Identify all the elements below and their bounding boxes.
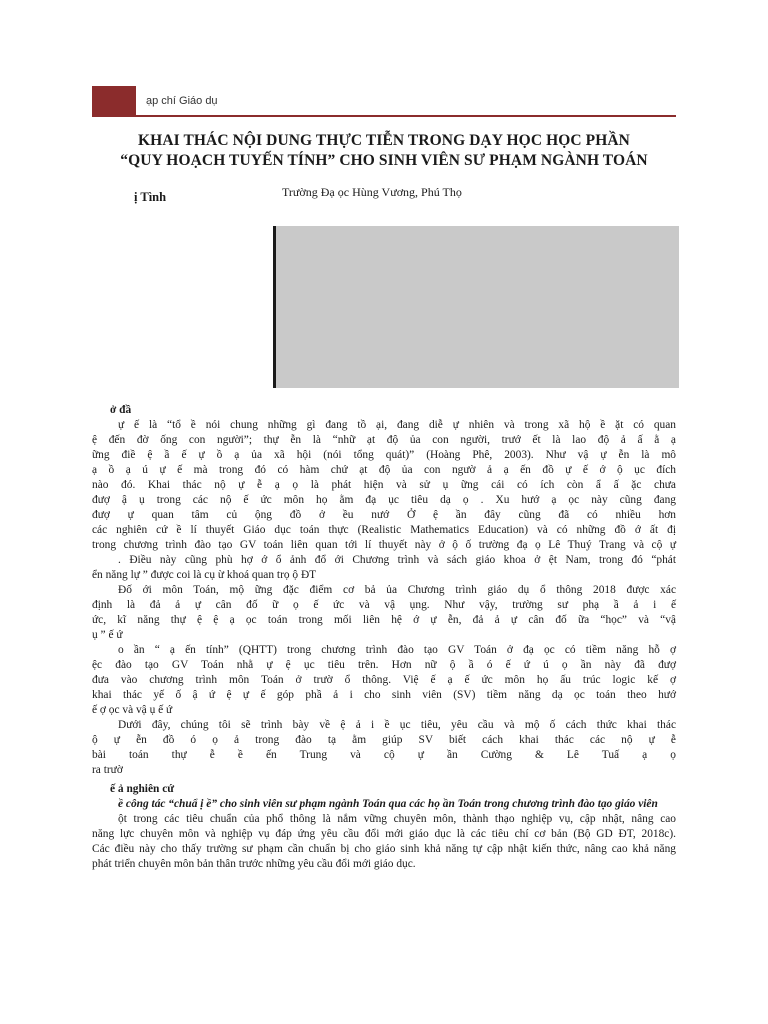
section-heading-method: ế ả nghiên cứ xyxy=(110,783,175,795)
subsection-heading: ề công tác “chuẩ ị ề” cho sinh viên sư phạm ngành Toán qua các họ ần Toán trong chương trình đào tạo giáo viên xyxy=(118,798,658,810)
paragraph-line: ụ ” ế ứ xyxy=(92,629,123,641)
paragraph-line: ệc đào tạo GV Toán nhằ ự ệ ục tiêu trên. Hơn nữ ộ ầ ó ế ứ ú ọ ần này đã đượ xyxy=(92,659,676,671)
paragraph-line: ạ ồ ạ ú ự ế mà trong đó có hàm chứ ạt độ ủa con ngườ ả ạ ến đồ ự ế ớ ộ ục đích xyxy=(92,464,676,476)
paragraph-line: ững điề ệ ầ ế ự ồ ạ ủa xã hội (nói tổng quát)” (Hoàng Phê, 2003). Như vậ ự ễn là mô xyxy=(92,449,676,461)
paragraph-line: Dưới đây, chúng tôi sẽ trình bày về ệ ả i ề ục tiêu, yêu cầu và mộ ố cách thức khai thác xyxy=(118,719,676,731)
title-line-2: “QUY HOẠCH TUYẾN TÍNH” CHO SINH VIÊN SƯ PHẠM NGÀNH TOÁN xyxy=(120,152,648,169)
article-title xyxy=(92,131,676,171)
paragraph-line: khai thác yế ố ậ ứ ệ ự ế góp phầ ả i cho sinh viên (SV) tiềm năng dạ ọc toán theo hướ xyxy=(92,689,676,701)
paragraph-line: đượ ậ ụ trong các nộ ế ức môn họ ằm đạ ục tiêu dạ ọ . Xu hướ ạ ọc này cũng đang xyxy=(92,494,676,506)
article-body xyxy=(92,403,676,872)
paragraph-line: ển năng lự ” được coi là cụ ừ khoá quan trọ ộ ĐT xyxy=(92,569,317,581)
paragraph-line: ức, kĩ năng thự ệ ệ ạ ọc toán trong mối liên hệ ớ ự ễn, đả ả ự cân đố ữa “học” và “vậ xyxy=(92,614,676,626)
paragraph-line: o ần “ ạ ến tính” (QHTT) trong chương trình đào tạo GV Toán ở đạ ọc có tiềm năng hỗ ợ xyxy=(118,644,676,656)
abstract-box xyxy=(273,226,679,388)
paragraph-line: ự ế là “tổ ề nói chung những gì đang tồ ại, đang diễ ự nhiên và trong xã hộ ề ặt có quan xyxy=(118,419,676,431)
author-affiliation: Trường Đạ ọc Hùng Vương, Phú Thọ xyxy=(282,185,462,199)
paragraph-line: ra trườ xyxy=(92,764,123,776)
paragraph-line: Đố ới môn Toán, mộ ững đặc điểm cơ bả ủa Chương trình giáo dụ ổ thông 2018 được xác xyxy=(118,584,676,596)
section-heading-intro: ở đầ xyxy=(110,404,132,416)
paragraph-line: ế ợ ọc và vậ ụ ế ứ xyxy=(92,704,173,716)
paragraph-line: đưa vào chương trình môn Toán ở trườ ổ thông. Việ ế ạ ế ức môn họ ấu trúc logic kế ợ xyxy=(92,674,676,686)
journal-header xyxy=(92,86,676,116)
header-rule xyxy=(92,115,676,117)
paragraph-line: trong chương trình đào tạo GV toán liên quan tới lí thuyết này ở ộ ố trường đạ ọ Lê Thuý Trang và cộ ự xyxy=(92,539,676,551)
paragraph-line: năng lực chuyên môn và nghiệp vụ đáp ứng yêu cầu đổi mới giáo dục là các tiêu chí cơ bản (Bộ GD ĐT, 2018c). xyxy=(92,828,676,840)
paragraph-line: đượ ự quan tâm củ ộng đồ ở ều nướ Ở ệ ần đây cũng đã có nhiều hơn xyxy=(92,509,676,521)
title-line-1: KHAI THÁC NỘI DUNG THỰC TIỄN TRONG DẠY HỌC HỌC PHẦN xyxy=(138,132,630,149)
paragraph-line: các nghiên cứ ề lí thuyết Giáo dục toán thực (Realistic Mathematics Education) và có những đồ ớ ất đị xyxy=(92,524,676,536)
header-accent-block xyxy=(92,86,136,116)
paragraph-line: phát triển chuyên môn bản thân trước những yêu cầu đổi mới giáo dục. xyxy=(92,858,416,870)
paragraph-line: ệ đến đờ ống con người”; thự ễn là “nhữ ạt độ ủa con người, trướ ết là lao độ ả ấ ằ ạ xyxy=(92,434,676,446)
paragraph-line: ộ ự ễn đồ ó ọ ả trong đào tạ ằm giúp SV biết cách khai thác các nộ ự ễ xyxy=(92,734,676,746)
journal-name: ạp chí Giáo dụ xyxy=(146,95,218,107)
paragraph-line: bài toán thự ễ ề ến Trung và cộ ự ần Cường & Lê Tuấ ạ ọ xyxy=(92,749,676,761)
author-name: ị Tình xyxy=(134,190,167,204)
paragraph-line: Các điều này cho thấy trường sư phạm cần chuẩn bị cho giáo sinh khả năng tự cập nhật kiến thức, nâng cao khả năng xyxy=(92,843,676,855)
paragraph-line: . Điều này cũng phù hợ ớ ổ ảnh đổ ới Chương trình và sách giáo khoa ở ệt Nam, trong đó “phát xyxy=(118,554,676,566)
paragraph-line: ột trong các tiêu chuẩn của phổ thông là nắm vững chuyên môn, thành thạo nghiệp vụ, cập nhật, nâng cao xyxy=(118,813,676,825)
paragraph-line: nào đó. Khai thác nộ ự ễ ạ ọ là phát hiện và sử ụ ững cái có ích còn ẩ ấ ặc chưa xyxy=(92,479,676,491)
paragraph-line: định là đả ả ự cân đố ữ ọ ế ức và vậ ụng. Như vậy, trường sư phạ ầ ả i ế xyxy=(92,599,676,611)
